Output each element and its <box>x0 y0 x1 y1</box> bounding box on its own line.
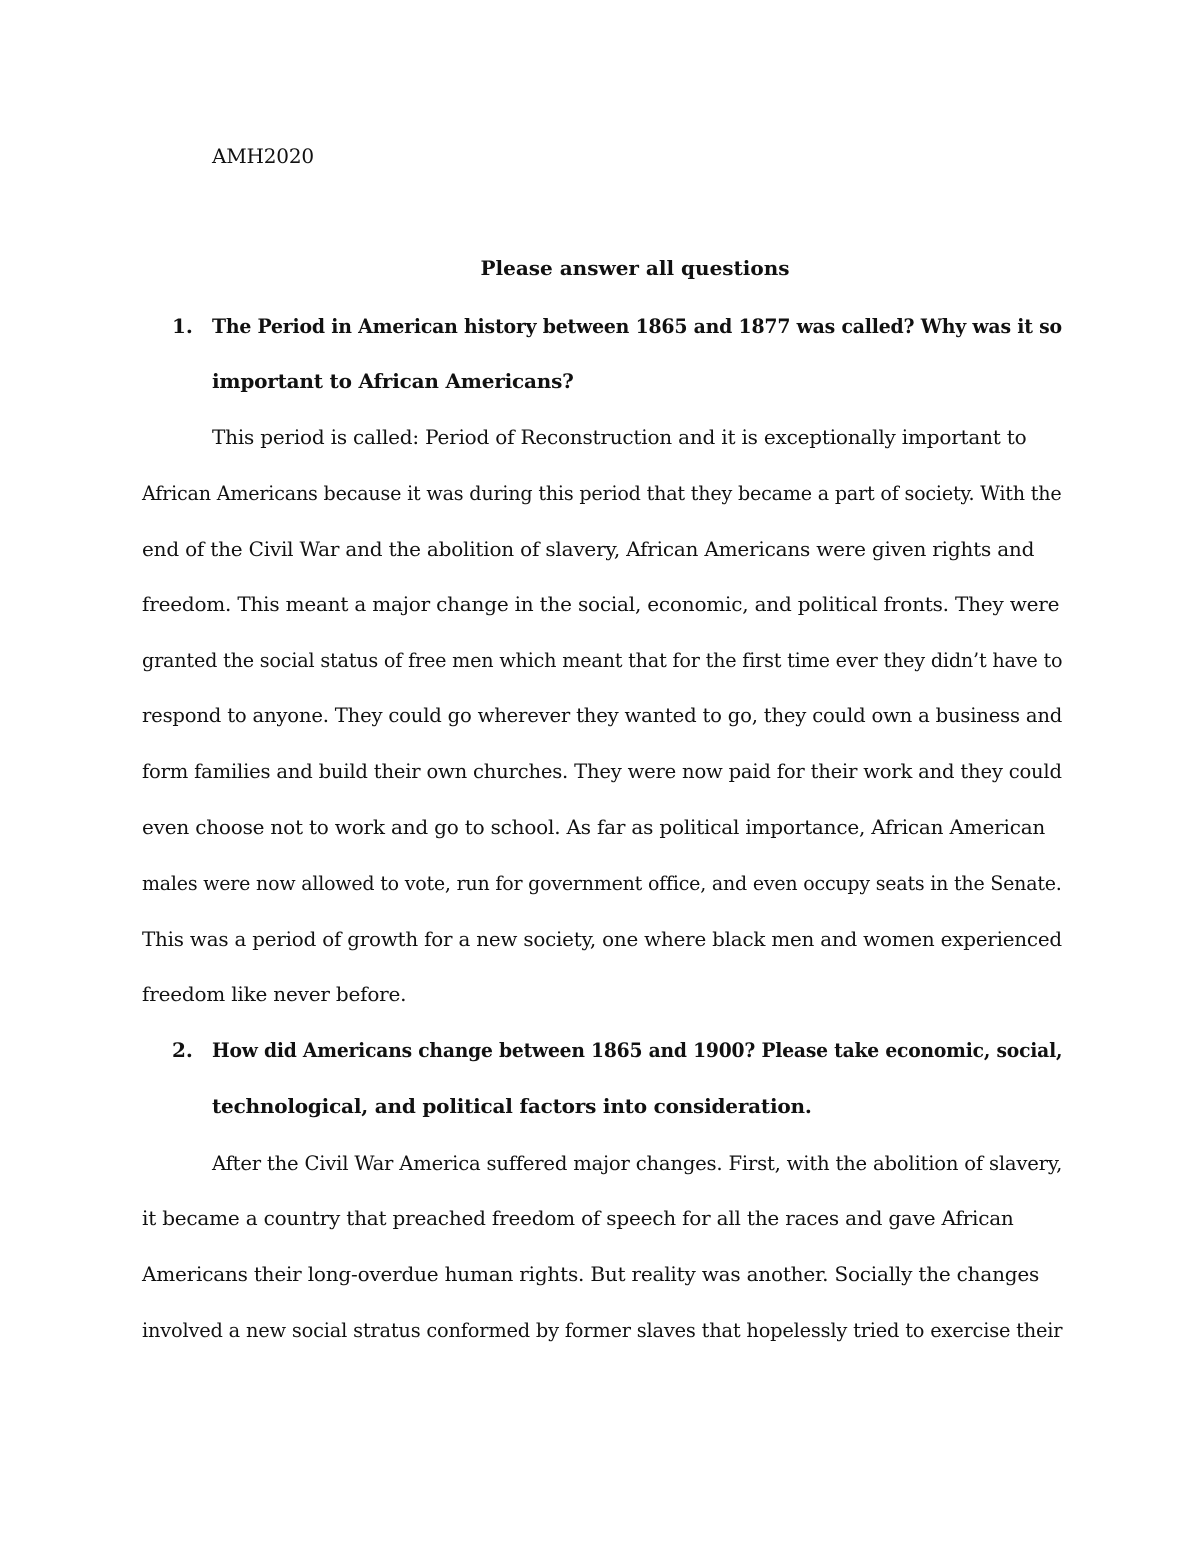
answer-1-line-9: males were now allowed to vote, run for government office, and even occupy seats in the Senate. <box>142 871 1062 895</box>
answer-1-line-8: even choose not to work and go to school. As far as political importance, African American <box>142 815 1046 839</box>
question-2-prompt-line-1: How did Americans change between 1865 and 1900? Please take economic, social, <box>212 1038 1063 1062</box>
answer-1-line-4: freedom. This meant a major change in the social, economic, and political fronts. They were <box>142 592 1060 616</box>
answer-1-line-7: form families and build their own churches. They were now paid for their work and they could <box>142 759 1062 783</box>
question-2-number: 2. <box>172 1038 193 1062</box>
answer-1-line-11: freedom like never before. <box>142 982 407 1006</box>
answer-1-line-5: granted the social status of free men which meant that for the first time ever they didn’t have to <box>142 648 1063 672</box>
course-code: AMH2020 <box>212 144 314 168</box>
answer-1-line-2: African Americans because it was during this period that they became a part of society. With the <box>142 481 1062 505</box>
answer-1-line-6: respond to anyone. They could go wherever they wanted to go, they could own a business and <box>142 703 1063 727</box>
answer-2-line-3: Americans their long-overdue human rights. But reality was another. Socially the changes <box>142 1262 1040 1286</box>
question-1-number: 1. <box>172 314 193 338</box>
answer-2-line-4: involved a new social stratus conformed by former slaves that hopelessly tried to exercise their <box>142 1318 1063 1342</box>
page-title: Please answer all questions <box>480 256 790 280</box>
question-1-prompt-line-2: important to African Americans? <box>212 369 574 393</box>
answer-1-line-3: end of the Civil War and the abolition of slavery, African Americans were given rights and <box>142 537 1035 561</box>
answer-1-line-10: This was a period of growth for a new society, one where black men and women experienced <box>142 927 1062 951</box>
answer-2-line-1: After the Civil War America suffered major changes. First, with the abolition of slavery, <box>212 1151 1063 1175</box>
question-2-prompt-line-2: technological, and political factors into consideration. <box>212 1094 812 1118</box>
answer-1-line-1: This period is called: Period of Reconstruction and it is exceptionally important to <box>212 425 1027 449</box>
answer-2-line-2: it became a country that preached freedom of speech for all the races and gave African <box>142 1206 1014 1230</box>
question-1-prompt-line-1: The Period in American history between 1865 and 1877 was called? Why was it so <box>212 314 1062 338</box>
